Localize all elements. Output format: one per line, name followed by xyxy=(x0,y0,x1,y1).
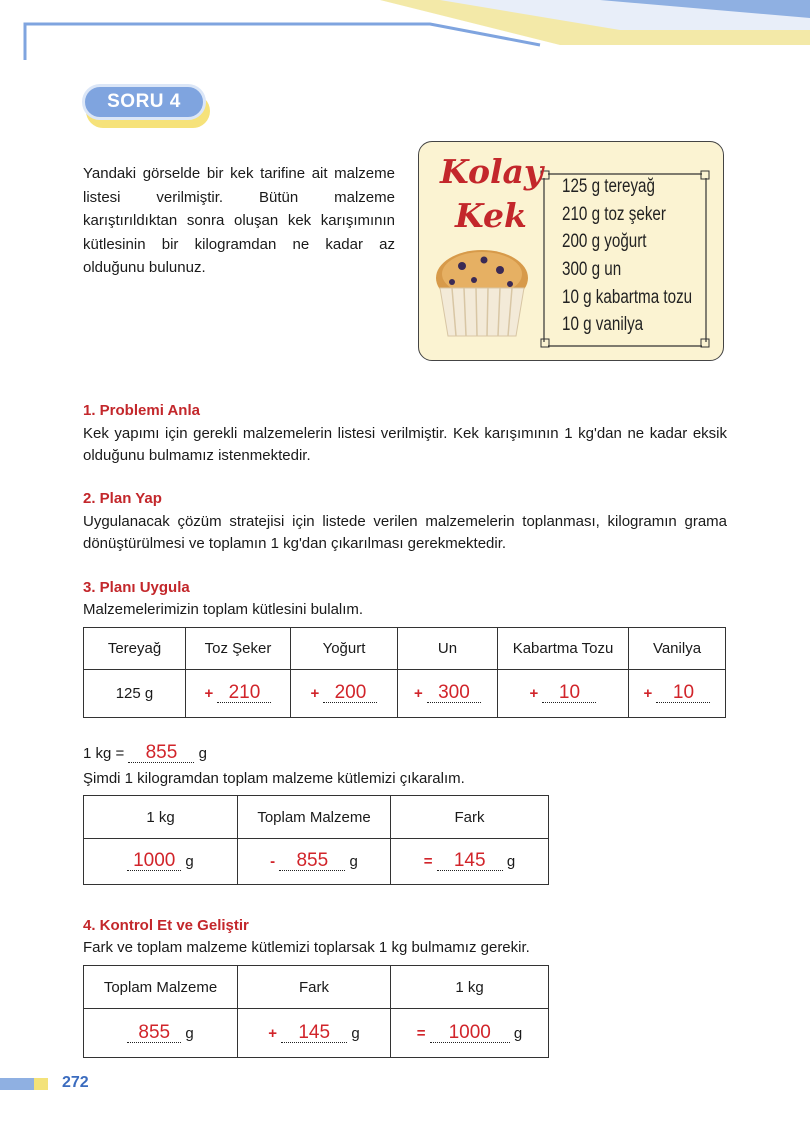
table-header: Toplam Malzeme xyxy=(238,796,391,839)
table-cell: + 10 xyxy=(629,670,726,718)
answer-value: 10 xyxy=(656,684,710,703)
page-number: 272 xyxy=(62,1074,89,1091)
muffin-icon xyxy=(432,244,532,340)
step2-title: 2. Plan Yap xyxy=(83,490,162,507)
ingredients-table xyxy=(83,627,726,718)
ingredient-item: 200 g yoğurt xyxy=(562,231,647,252)
footer-bar-yellow xyxy=(34,1078,48,1090)
ingredient-item: 125 g tereyağ xyxy=(562,176,655,197)
table-header: Tereyağ xyxy=(84,628,186,670)
step3-title: 3. Planı Uygula xyxy=(83,579,190,596)
table-header: Toz Şeker xyxy=(186,628,291,670)
step4-text: Fark ve toplam malzeme kütlemizi toplarsak 1 kg bulmamız gerekir. xyxy=(83,939,530,956)
conversion-value: 855 xyxy=(128,744,194,763)
header-decoration xyxy=(0,0,810,60)
question-text: Yandaki görselde bir kek tarifine ait malzeme listesi verilmiştir. Bütün malzeme karıştırıldıktan sonra oluşan kek karışımının kütlesinin bir kilogramdan ne kadar az olduğunu bulunuz. xyxy=(83,165,395,276)
conversion-line xyxy=(83,744,207,763)
difference-table xyxy=(83,795,549,885)
question-badge xyxy=(82,84,210,130)
table-header: 1 kg xyxy=(84,796,238,839)
answer-value: 145 xyxy=(437,852,503,871)
answer-value: 1000 xyxy=(430,1024,510,1043)
table-cell: + 210 xyxy=(186,670,291,718)
table-header: Un xyxy=(398,628,498,670)
answer-value: 145 xyxy=(281,1024,347,1043)
table-cell: 125 g xyxy=(84,670,186,718)
step4-title: 4. Kontrol Et ve Geliştir xyxy=(83,917,249,934)
table-header: Fark xyxy=(238,966,391,1009)
footer-bar-blue xyxy=(0,1078,34,1090)
table-cell: = 145 g xyxy=(391,839,549,885)
table-cell: = 1000 g xyxy=(391,1009,549,1058)
table-cell: - 855 g xyxy=(238,839,391,885)
answer-value: 210 xyxy=(217,684,271,703)
table-cell: 1000 g xyxy=(84,839,238,885)
table-cell: + 145 g xyxy=(238,1009,391,1058)
step3-text: Malzemelerimizin toplam kütlesini bulalım. xyxy=(83,601,364,618)
answer-value: 855 xyxy=(279,852,345,871)
recipe-title-kolay: Kolay xyxy=(440,152,544,191)
conversion-unit: g xyxy=(198,745,207,762)
table-header: Yoğurt xyxy=(291,628,398,670)
question-badge-label: SORU 4 xyxy=(107,91,181,112)
ingredient-item: 210 g toz şeker xyxy=(562,204,666,225)
table-cell: + 10 xyxy=(498,670,629,718)
table-header: Vanilya xyxy=(629,628,726,670)
answer-value: 300 xyxy=(427,684,481,703)
table-header: Toplam Malzeme xyxy=(84,966,238,1009)
step2-text: Uygulanacak çözüm stratejisi için listede verilen malzemelerin toplanması, kilogramın grama dönüştürülmesi ve toplamın 1 kg'dan çıkarılması gerekmektedir. xyxy=(83,513,727,552)
table-cell: + 200 xyxy=(291,670,398,718)
table-header: Kabartma Tozu xyxy=(498,628,629,670)
answer-value: 200 xyxy=(323,684,377,703)
table-header: 1 kg xyxy=(391,966,549,1009)
recipe-title-kek: Kek xyxy=(455,196,527,235)
check-table xyxy=(83,965,549,1058)
ingredient-item: 10 g vanilya xyxy=(562,314,644,335)
conversion-prefix: 1 kg = xyxy=(83,745,125,762)
answer-value: 855 xyxy=(127,1024,181,1043)
step1-text: Kek yapımı için gerekli malzemelerin listesi verilmiştir. Kek karışımının 1 kg'dan ne kadar eksik olduğunu bulmamız istenmektedir. xyxy=(83,425,727,464)
ingredient-item: 300 g un xyxy=(562,259,622,280)
step1-title: 1. Problemi Anla xyxy=(83,402,200,419)
table-cell: + 300 xyxy=(398,670,498,718)
ingredient-item: 10 g kabartma tozu xyxy=(562,287,693,308)
subtract-text: Şimdi 1 kilogramdan toplam malzeme kütlemizi çıkaralım. xyxy=(83,770,465,787)
table-cell: 855 g xyxy=(84,1009,238,1058)
table-header: Fark xyxy=(391,796,549,839)
answer-value: 1000 xyxy=(127,852,181,871)
answer-value: 10 xyxy=(542,684,596,703)
